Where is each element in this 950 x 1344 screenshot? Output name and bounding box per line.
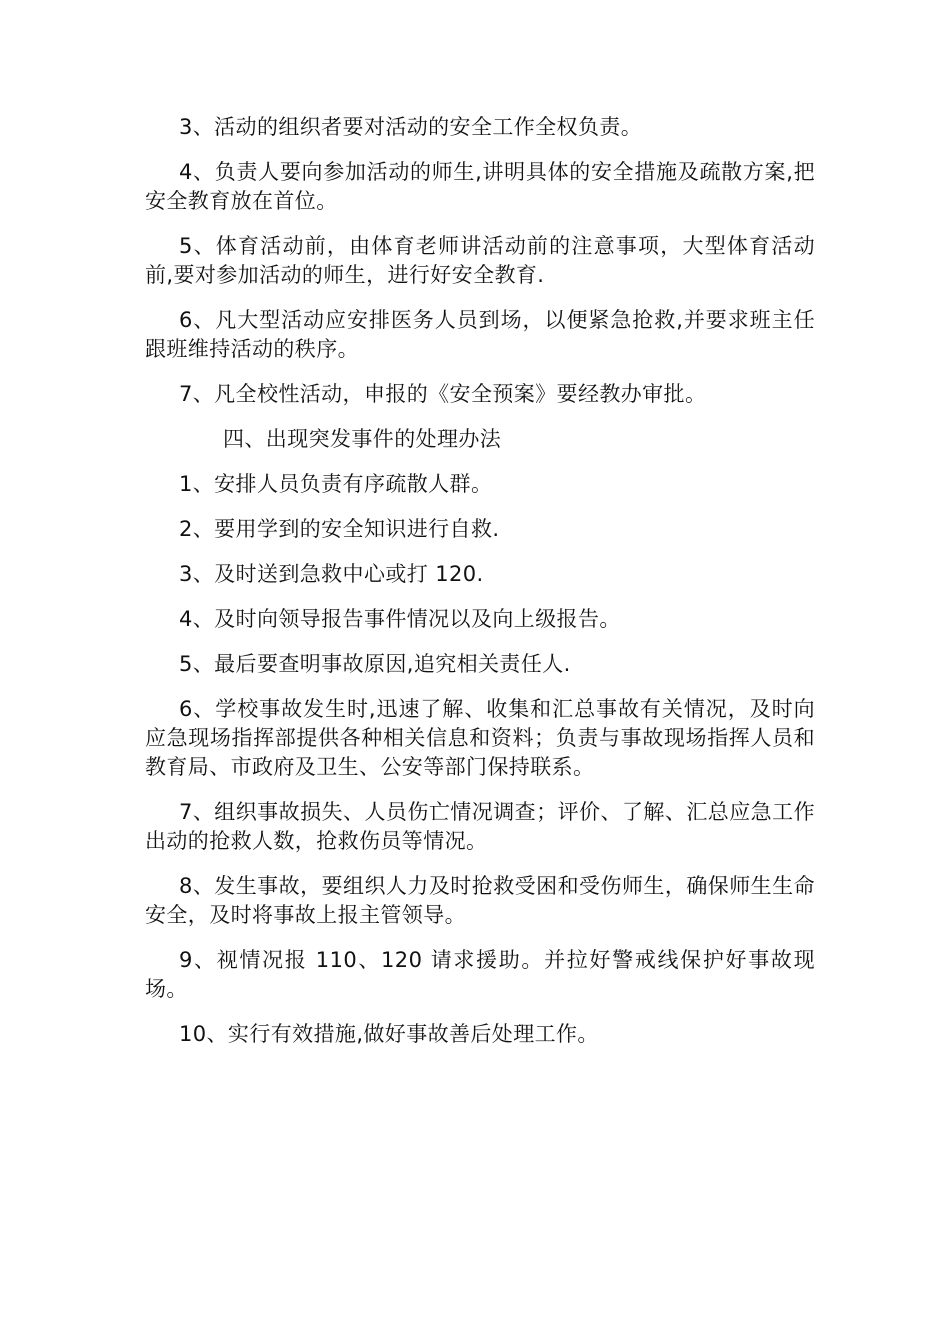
- paragraph-item-3: 3、活动的组织者要对活动的安全工作全权负责。: [179, 115, 643, 139]
- step-item-6: 6、学校事故发生时,迅速了解、收集和汇总事故有关情况，及时向应急现场指挥部提供各种相关信息和资料；负责与事故现场指挥人员和教育局、市政府及卫生、公安等部门保持联系。: [145, 697, 815, 779]
- step-item-10: 10、实行有效措施,做好事故善后处理工作。: [179, 1022, 599, 1046]
- step-item-1: 1、安排人员负责有序疏散人群。: [179, 472, 493, 496]
- section-heading: 四、出现突发事件的处理办法: [223, 427, 502, 451]
- step-item-5: 5、最后要查明事故原因,追究相关责任人.: [179, 652, 571, 676]
- document-body: [145, 113, 815, 1065]
- paragraph-item-7: 7、凡全校性活动，申报的《安全预案》要经教办审批。: [179, 382, 707, 406]
- paragraph-item-5: 5、体育活动前，由体育老师讲活动前的注意事项，大型体育活动前,要对参加活动的师生，进行好安全教育.: [145, 234, 815, 287]
- step-item-8: 8、发生事故，要组织人力及时抢救受困和受伤师生，确保师生生命安全，及时将事故上报主管领导。: [145, 874, 815, 927]
- step-item-9: 9、视情况报 110、120 请求援助。并拉好警戒线保护好事故现场。: [145, 948, 815, 1001]
- paragraph-item-6: 6、凡大型活动应安排医务人员到场，以便紧急抢救,并要求班主任跟班维持活动的秩序。: [145, 308, 815, 361]
- step-item-3: 3、及时送到急救中心或打 120.: [179, 562, 484, 586]
- step-item-7: 7、组织事故损失、人员伤亡情况调查；评价、了解、汇总应急工作出动的抢救人数，抢救伤员等情况。: [145, 800, 815, 853]
- paragraph-item-4: 4、负责人要向参加活动的师生,讲明具体的安全措施及疏散方案,把安全教育放在首位。: [145, 160, 815, 213]
- step-item-4: 4、及时向领导报告事件情况以及向上级报告。: [179, 607, 621, 631]
- step-item-2: 2、要用学到的安全知识进行自救.: [179, 517, 500, 541]
